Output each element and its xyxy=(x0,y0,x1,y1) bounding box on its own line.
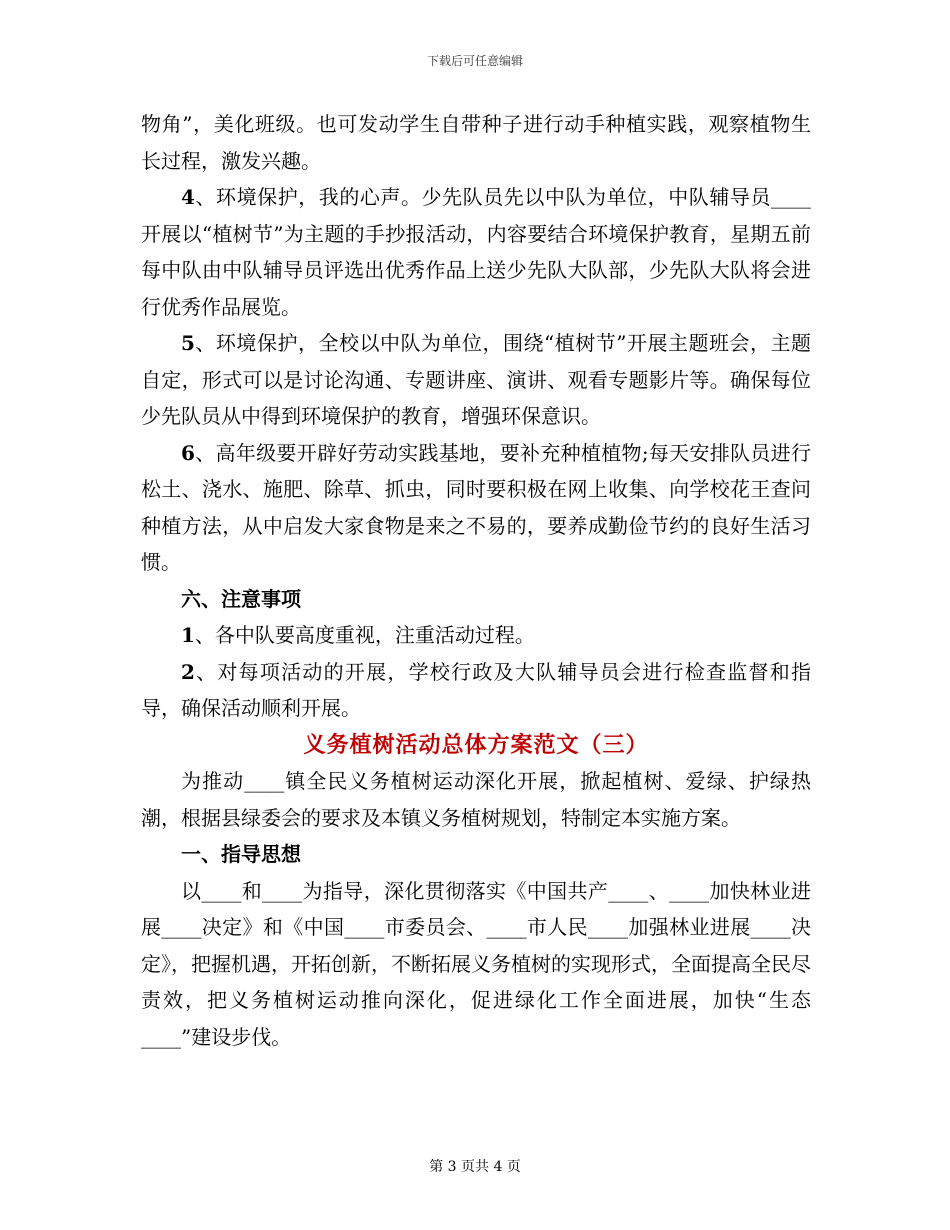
item-text: 、环境保护，全校以中队为单位，围绕“植树节”开展主题班会，主题自定，形式可以是讨论沟通、专题讲座、演讲、观看专题影片等。确保每位少先队员从中得到环境保护的教育，增强环保意识。 xyxy=(141,331,811,428)
section-title: 义务植树活动总体方案范文（三） xyxy=(303,731,649,758)
paragraph-item-5 xyxy=(141,325,811,435)
item-number: 5 xyxy=(181,331,195,355)
item-text: 、高年级要开辟好劳动实践基地，要补充种植植物;每天安排队员进行松土、浇水、施肥、除草、抓虫，同时要积极在网上收集、向学校花王查问种植方法，从中启发大家食物是来之不易的，要养成勤俭节约的良好生活习惯。 xyxy=(141,440,811,574)
document-body xyxy=(141,106,811,1055)
item-text: 、对每项活动的开展，学校行政及大队辅导员会进行检查监督和指导，确保活动顺利开展。 xyxy=(141,659,811,720)
paragraph-item-4 xyxy=(141,179,811,325)
paragraph-item-6 xyxy=(141,435,811,581)
paragraph-guidance: 以____和____为指导，深化贯彻落实《中国共产____、____加快林业进展____决定》和《中国____市委员会、____市人民____加强林业进展____决定》，把握机遇，开拓创新，不断拓展义务植树的实现形式，全面提高全民尽责效，把义务植树运动推向深化，促进绿化工作全面进展，加快“生态____”建设步伐。 xyxy=(141,878,811,1049)
item-number: 4 xyxy=(181,185,195,209)
paragraph-note-2 xyxy=(141,654,811,727)
paragraph-note-1 xyxy=(141,617,811,654)
section-heading-notes: 六、注意事项 xyxy=(181,586,301,611)
paragraph-continuation: 物角”，美化班级。也可发动学生自带种子进行动手种植实践，观察植物生长过程，激发兴趣。 xyxy=(141,112,811,173)
section-heading-guidance: 一、指导思想 xyxy=(181,842,301,866)
page-header: 下载后可任意编辑 xyxy=(426,54,523,68)
item-number: 2 xyxy=(181,659,195,684)
item-text: 、环境保护，我的心声。少先队员先以中队为单位，中队辅导员____开展以“植树节”为主题的手抄报活动，内容要结合环境保护教育，星期五前每中队由中队辅导员评选出优秀作品上送少先队大队部，少先队大队将会进行优秀作品展览。 xyxy=(141,185,811,319)
item-number: 6 xyxy=(181,440,195,465)
item-number: 1 xyxy=(181,623,195,647)
item-text: 、各中队要高度重视，注重活动过程。 xyxy=(194,623,535,647)
paragraph-intro: 为推动____镇全民义务植树运动深化开展，掀起植树、爱绿、护绿热潮，根据县绿委会的要求及本镇义务植树规划，特制定本实施方案。 xyxy=(141,769,811,830)
page-footer: 第 3 页共 4 页 xyxy=(429,1159,521,1175)
